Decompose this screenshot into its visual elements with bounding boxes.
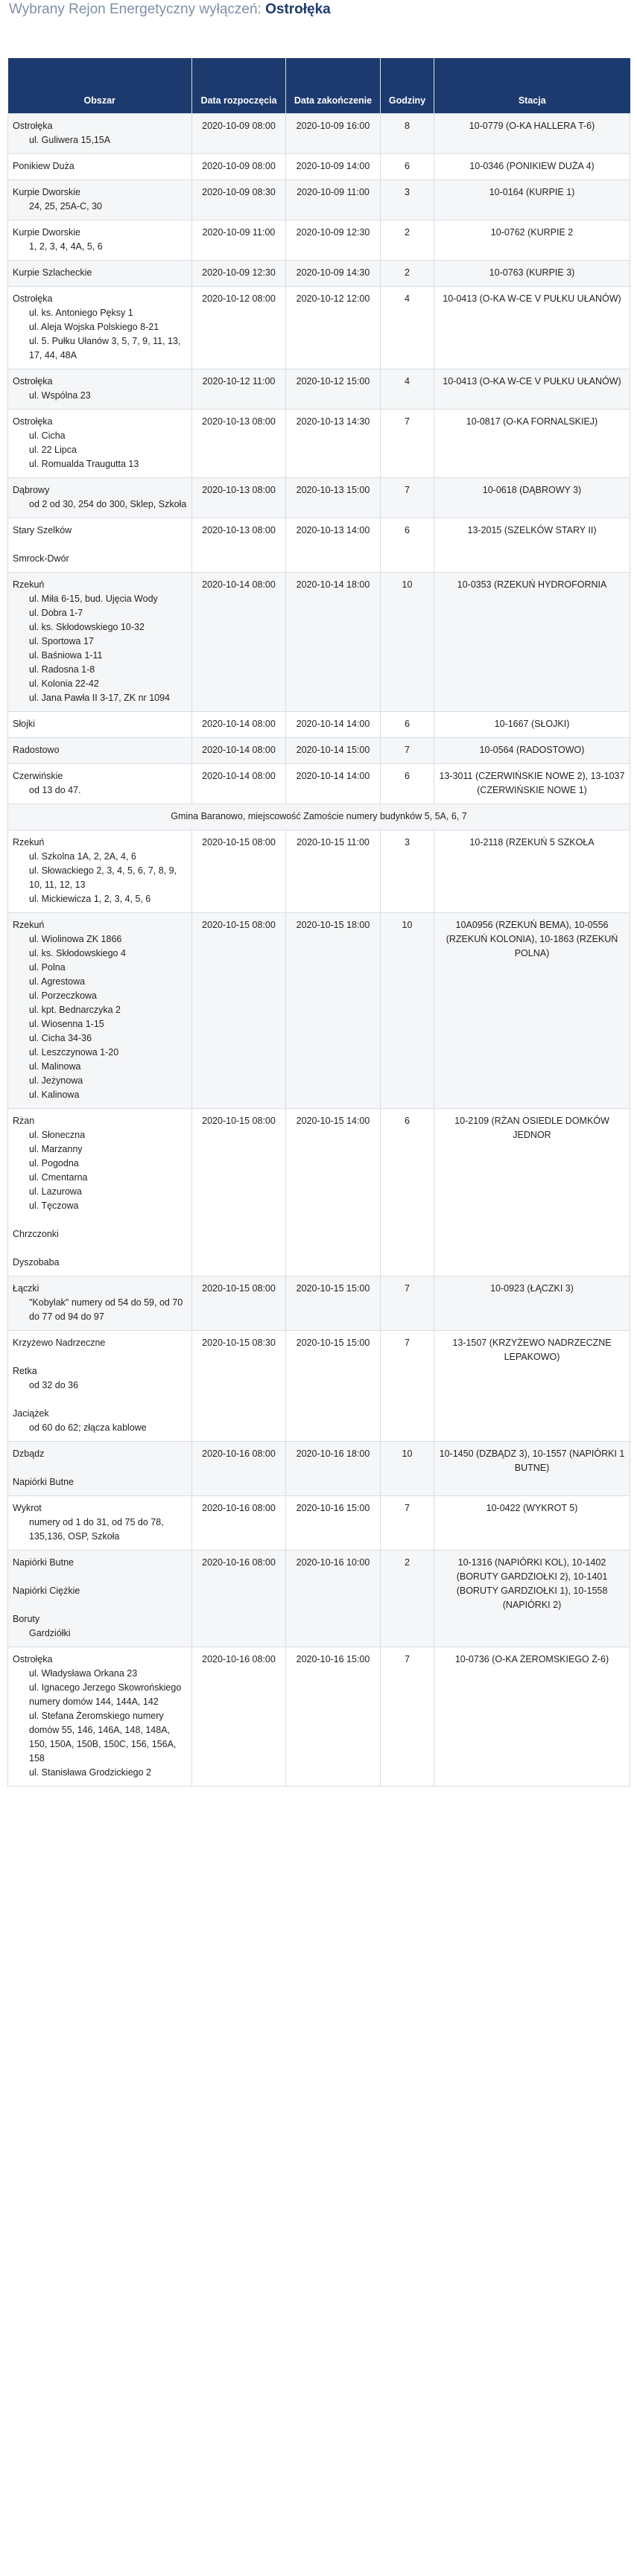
area-detail: ul. Cicha bbox=[29, 430, 66, 441]
end-date-cell: 2020-10-09 14:30 bbox=[286, 261, 381, 287]
area-place: Retka bbox=[13, 1366, 37, 1376]
start-date-cell: 2020-10-09 08:00 bbox=[192, 154, 286, 180]
start-date-cell: 2020-10-13 08:00 bbox=[192, 478, 286, 518]
table-note-row bbox=[8, 804, 630, 830]
area-detail: ul. Kalinowa bbox=[29, 1090, 80, 1100]
end-date-cell: 2020-10-15 14:00 bbox=[286, 1109, 381, 1276]
outages-table bbox=[7, 58, 630, 1787]
area-detail: ul. Wiolinowa ZK 1866 bbox=[29, 934, 122, 944]
table-row bbox=[8, 1496, 630, 1551]
station-cell: 10-1316 (NAPIÓRKI KOL), 10-1402 (BORUTY GARDZIOŁKI 2), 10-1401 (BORUTY GARDZIOŁKI 1), 10-1558 (NAPIÓRKI 2) bbox=[434, 1551, 630, 1647]
end-date-cell: 2020-10-12 15:00 bbox=[286, 369, 381, 410]
station-cell: 10-0422 (WYKROT 5) bbox=[434, 1496, 630, 1551]
area-detail: ul. Agrestowa bbox=[29, 976, 86, 987]
hours-cell: 2 bbox=[381, 220, 434, 261]
area-detail: ul. Miła 6-15, bud. Ujęcia Wody bbox=[29, 594, 158, 604]
end-date-cell: 2020-10-09 14:00 bbox=[286, 154, 381, 180]
area-cell bbox=[8, 154, 192, 180]
table-row bbox=[8, 369, 630, 410]
area-place: Słojki bbox=[13, 719, 35, 729]
end-date-cell: 2020-10-14 15:00 bbox=[286, 738, 381, 764]
area-place: Boruty bbox=[13, 1614, 40, 1624]
start-date-cell: 2020-10-15 08:30 bbox=[192, 1331, 286, 1442]
area-detail: ul. Cmentarna bbox=[29, 1172, 88, 1183]
area-place: Kurpie Szlacheckie bbox=[13, 267, 92, 278]
hours-cell: 7 bbox=[381, 478, 434, 518]
end-date-cell: 2020-10-16 15:00 bbox=[286, 1496, 381, 1551]
area-detail: ul. kpt. Bednarczyka 2 bbox=[29, 1005, 121, 1015]
area-detail: ul. Jeżynowa bbox=[29, 1075, 83, 1086]
area-detail: ul. Słowackiego 2, 3, 4, 5, 6, 7, 8, 9, 10, 11, 12, 13 bbox=[29, 865, 177, 890]
hours-cell: 6 bbox=[381, 764, 434, 804]
start-date-cell: 2020-10-15 08:00 bbox=[192, 1276, 286, 1331]
area-cell bbox=[8, 712, 192, 738]
table-row bbox=[8, 1276, 630, 1331]
area-detail: ul. Guliwera 15,15A bbox=[29, 135, 111, 145]
start-date-cell: 2020-10-14 08:00 bbox=[192, 764, 286, 804]
area-place: Kurpie Dworskie bbox=[13, 187, 81, 197]
area-cell bbox=[8, 410, 192, 478]
area-detail: ul. ks. Skłodowskiego 10-32 bbox=[29, 622, 145, 632]
start-date-cell: 2020-10-16 08:00 bbox=[192, 1442, 286, 1496]
area-cell bbox=[8, 830, 192, 913]
area-detail: ul. Kolonia 22-42 bbox=[29, 678, 99, 689]
area-cell bbox=[8, 287, 192, 369]
area-detail: ul. ks. Skłodowskiego 4 bbox=[29, 948, 126, 958]
end-date-cell: 2020-10-13 14:00 bbox=[286, 518, 381, 573]
hours-cell: 6 bbox=[381, 1109, 434, 1276]
area-detail: ul. Aleja Wojska Polskiego 8-21 bbox=[29, 322, 159, 332]
table-row bbox=[8, 478, 630, 518]
area-cell bbox=[8, 220, 192, 261]
end-date-cell: 2020-10-16 15:00 bbox=[286, 1647, 381, 1787]
station-cell: 13-1507 (KRZYŻEWO NADRZECZNE LEPAKOWO) bbox=[434, 1331, 630, 1442]
table-row bbox=[8, 287, 630, 369]
area-detail: od 13 do 47. bbox=[29, 785, 81, 795]
hours-cell: 7 bbox=[381, 1496, 434, 1551]
table-row bbox=[8, 1551, 630, 1647]
area-detail: ul. Władysława Orkana 23 bbox=[29, 1668, 138, 1679]
area-place: Krzyżewo Nadrzeczne bbox=[13, 1338, 106, 1348]
area-detail: ul. Sportowa 17 bbox=[29, 636, 94, 646]
area-place: Ostrołęka bbox=[13, 416, 53, 427]
start-date-cell: 2020-10-15 08:00 bbox=[192, 1109, 286, 1276]
start-date-cell: 2020-10-09 08:00 bbox=[192, 114, 286, 154]
area-place: Dyszobaba bbox=[13, 1257, 60, 1268]
area-place: Ponikiew Duża bbox=[13, 161, 75, 171]
area-place: Ostrołęka bbox=[13, 1654, 53, 1664]
station-cell: 10-0413 (O-KA W-CE V PUŁKU UŁANÓW) bbox=[434, 287, 630, 369]
area-place: Dąbrowy bbox=[13, 485, 50, 495]
hours-cell: 4 bbox=[381, 369, 434, 410]
station-cell: 10-0736 (O-KA ŻEROMSKIEGO Ż-6) bbox=[434, 1647, 630, 1787]
area-cell bbox=[8, 180, 192, 220]
station-cell: 10A0956 (RZEKUŃ BEMA), 10-0556 (RZEKUŃ KOLONIA), 10-1863 (RZEKUŃ POLNA) bbox=[434, 913, 630, 1109]
column-header-end: Data zakończenie bbox=[286, 58, 381, 114]
area-cell bbox=[8, 518, 192, 573]
area-place: Ostrołęka bbox=[13, 121, 53, 131]
end-date-cell: 2020-10-14 18:00 bbox=[286, 573, 381, 712]
area-detail: ul. ks. Antoniego Pęksy 1 bbox=[29, 308, 133, 318]
area-place: Czerwińskie bbox=[13, 771, 63, 781]
station-cell: 10-2118 (RZEKUŃ 5 SZKOŁA bbox=[434, 830, 630, 913]
area-place: Kurpie Dworskie bbox=[13, 227, 81, 238]
area-detail: Gardziółki bbox=[29, 1628, 71, 1638]
table-row bbox=[8, 1331, 630, 1442]
start-date-cell: 2020-10-09 08:30 bbox=[192, 180, 286, 220]
area-detail: ul. Tęczowa bbox=[29, 1200, 79, 1211]
station-cell: 10-0353 (RZEKUŃ HYDROFORNIA bbox=[434, 573, 630, 712]
area-detail: ul. Pogodna bbox=[29, 1158, 79, 1168]
end-date-cell: 2020-10-15 15:00 bbox=[286, 1331, 381, 1442]
table-body bbox=[8, 114, 630, 1787]
area-detail: ul. Baśniowa 1-11 bbox=[29, 650, 103, 661]
station-cell: 10-0413 (O-KA W-CE V PUŁKU UŁANÓW) bbox=[434, 369, 630, 410]
table-row bbox=[8, 114, 630, 154]
start-date-cell: 2020-10-12 11:00 bbox=[192, 369, 286, 410]
column-header-hours: Godziny bbox=[381, 58, 434, 114]
area-cell bbox=[8, 738, 192, 764]
area-detail: ul. Wspólna 23 bbox=[29, 390, 91, 401]
table-row bbox=[8, 154, 630, 180]
area-place: Rzekuń bbox=[13, 920, 45, 930]
area-detail: od 32 do 36 bbox=[29, 1380, 79, 1390]
end-date-cell: 2020-10-16 10:00 bbox=[286, 1551, 381, 1647]
table-wrapper bbox=[0, 21, 637, 1794]
area-cell bbox=[8, 573, 192, 712]
hours-cell: 4 bbox=[381, 287, 434, 369]
page-title bbox=[0, 0, 637, 21]
area-place: Łączki bbox=[13, 1283, 39, 1294]
table-row bbox=[8, 913, 630, 1109]
station-cell: 10-0164 (KURPIE 1) bbox=[434, 180, 630, 220]
start-date-cell: 2020-10-14 08:00 bbox=[192, 738, 286, 764]
area-detail: ul. Szkolna 1A, 2, 2A, 4, 6 bbox=[29, 851, 136, 862]
end-date-cell: 2020-10-13 15:00 bbox=[286, 478, 381, 518]
end-date-cell: 2020-10-09 16:00 bbox=[286, 114, 381, 154]
table-header-row bbox=[8, 58, 630, 114]
station-cell: 10-0346 (PONIKIEW DUŻA 4) bbox=[434, 154, 630, 180]
area-detail: ul. Stefana Żeromskiego numery domów 55, 146, 146A, 148, 148A, 150, 150A, 150B, 150C, 156, 156A, 158 bbox=[29, 1711, 177, 1764]
end-date-cell: 2020-10-14 14:00 bbox=[286, 712, 381, 738]
start-date-cell: 2020-10-16 08:00 bbox=[192, 1496, 286, 1551]
area-cell bbox=[8, 369, 192, 410]
area-detail: ul. Cicha 34-36 bbox=[29, 1033, 92, 1043]
area-detail: ul. Stanisława Grodzickiego 2 bbox=[29, 1767, 151, 1778]
area-place: Dzbądz bbox=[13, 1448, 45, 1459]
area-place: Napiórki Ciężkie bbox=[13, 1586, 80, 1596]
area-cell bbox=[8, 478, 192, 518]
table-row bbox=[8, 573, 630, 712]
station-cell: 10-0817 (O-KA FORNALSKIEJ) bbox=[434, 410, 630, 478]
area-detail: ul. Mickiewicza 1, 2, 3, 4, 5, 6 bbox=[29, 894, 151, 904]
area-detail: ul. Wiosenna 1-15 bbox=[29, 1019, 104, 1029]
station-cell: 10-0762 (KURPIE 2 bbox=[434, 220, 630, 261]
station-cell: 10-0779 (O-KA HALLERA T-6) bbox=[434, 114, 630, 154]
table-row bbox=[8, 764, 630, 804]
area-detail: ul. Jana Pawła II 3-17, ZK nr 1094 bbox=[29, 693, 170, 703]
column-header-area: Obszar bbox=[8, 58, 192, 114]
area-cell bbox=[8, 1647, 192, 1787]
station-cell: 10-0923 (ŁĄCZKI 3) bbox=[434, 1276, 630, 1331]
table-row bbox=[8, 1109, 630, 1276]
table-row bbox=[8, 1442, 630, 1496]
start-date-cell: 2020-10-16 08:00 bbox=[192, 1551, 286, 1647]
area-place: Chrzczonki bbox=[13, 1229, 59, 1239]
area-detail: ul. 22 Lipca bbox=[29, 445, 77, 455]
end-date-cell: 2020-10-12 12:00 bbox=[286, 287, 381, 369]
start-date-cell: 2020-10-13 08:00 bbox=[192, 518, 286, 573]
hours-cell: 6 bbox=[381, 712, 434, 738]
end-date-cell: 2020-10-15 15:00 bbox=[286, 1276, 381, 1331]
hours-cell: 7 bbox=[381, 1647, 434, 1787]
area-detail: ul. Ignacego Jerzego Skowrońskiego numery domów 144, 144A, 142 bbox=[29, 1682, 182, 1707]
hours-cell: 7 bbox=[381, 738, 434, 764]
area-detail: ul. Leszczynowa 1-20 bbox=[29, 1047, 119, 1058]
area-place: Jaciążek bbox=[13, 1408, 49, 1419]
page-title-prefix: Wybrany Rejon Energetyczny wyłączeń: bbox=[9, 1, 266, 17]
start-date-cell: 2020-10-13 08:00 bbox=[192, 410, 286, 478]
hours-cell: 3 bbox=[381, 180, 434, 220]
hours-cell: 7 bbox=[381, 1331, 434, 1442]
area-place: Wykrot bbox=[13, 1503, 42, 1513]
area-place: Napiórki Butne bbox=[13, 1477, 74, 1487]
area-place: Radostowo bbox=[13, 745, 60, 755]
start-date-cell: 2020-10-15 08:00 bbox=[192, 830, 286, 913]
start-date-cell: 2020-10-09 11:00 bbox=[192, 220, 286, 261]
hours-cell: 10 bbox=[381, 1442, 434, 1496]
area-detail: ul. Dobra 1-7 bbox=[29, 608, 83, 618]
station-cell: 13-3011 (CZERWIŃSKIE NOWE 2), 13-1037 (CZERWIŃSKIE NOWE 1) bbox=[434, 764, 630, 804]
table-row bbox=[8, 518, 630, 573]
area-detail: od 60 do 62; złącza kablowe bbox=[29, 1422, 147, 1433]
area-cell bbox=[8, 1496, 192, 1551]
area-cell bbox=[8, 1442, 192, 1496]
station-cell: 10-1667 (SŁOJKI) bbox=[434, 712, 630, 738]
area-detail: ul. 5. Pułku Ułanów 3, 5, 7, 9, 11, 13, 17, 44, 48A bbox=[29, 336, 181, 360]
area-detail: od 2 od 30, 254 do 300, Sklep, Szkoła bbox=[29, 499, 187, 509]
area-place: Napiórki Butne bbox=[13, 1557, 74, 1568]
station-cell: 10-0564 (RADOSTOWO) bbox=[434, 738, 630, 764]
table-row bbox=[8, 261, 630, 287]
area-cell bbox=[8, 1276, 192, 1331]
end-date-cell: 2020-10-15 11:00 bbox=[286, 830, 381, 913]
area-place: Rżan bbox=[13, 1116, 35, 1126]
table-row bbox=[8, 830, 630, 913]
area-place: Rzekuń bbox=[13, 579, 45, 590]
table-note: Gmina Baranowo, miejscowość Zamoście numery budynków 5, 5A, 6, 7 bbox=[8, 804, 630, 830]
area-detail: ul. Słoneczna bbox=[29, 1130, 86, 1140]
end-date-cell: 2020-10-13 14:30 bbox=[286, 410, 381, 478]
hours-cell: 6 bbox=[381, 154, 434, 180]
area-cell bbox=[8, 913, 192, 1109]
area-place: Ostrołęka bbox=[13, 376, 53, 387]
hours-cell: 3 bbox=[381, 830, 434, 913]
start-date-cell: 2020-10-12 08:00 bbox=[192, 287, 286, 369]
station-cell: 10-0763 (KURPIE 3) bbox=[434, 261, 630, 287]
column-header-station: Stacja bbox=[434, 58, 630, 114]
end-date-cell: 2020-10-14 14:00 bbox=[286, 764, 381, 804]
area-place: Stary Szelków bbox=[13, 525, 72, 535]
start-date-cell: 2020-10-14 08:00 bbox=[192, 573, 286, 712]
area-detail: 1, 2, 3, 4, 4A, 5, 6 bbox=[29, 241, 103, 252]
station-cell: 10-1450 (DZBĄDZ 3), 10-1557 (NAPIÓRKI 1 BUTNE) bbox=[434, 1442, 630, 1496]
start-date-cell: 2020-10-09 12:30 bbox=[192, 261, 286, 287]
table-row bbox=[8, 1647, 630, 1787]
area-detail: ul. Malinowa bbox=[29, 1061, 81, 1072]
hours-cell: 2 bbox=[381, 1551, 434, 1647]
hours-cell: 8 bbox=[381, 114, 434, 154]
area-cell bbox=[8, 261, 192, 287]
table-row bbox=[8, 180, 630, 220]
area-detail: ul. Polna bbox=[29, 962, 66, 973]
hours-cell: 7 bbox=[381, 1276, 434, 1331]
station-cell: 10-0618 (DĄBROWY 3) bbox=[434, 478, 630, 518]
area-place: Rzekuń bbox=[13, 837, 45, 847]
area-detail: numery od 1 do 31, od 75 do 78, 135,136, OSP, Szkoła bbox=[29, 1517, 164, 1542]
area-detail: 24, 25, 25A-C, 30 bbox=[29, 201, 102, 212]
table-row bbox=[8, 410, 630, 478]
area-cell bbox=[8, 1331, 192, 1442]
area-place: Smrock-Dwór bbox=[13, 553, 69, 564]
hours-cell: 10 bbox=[381, 913, 434, 1109]
area-cell bbox=[8, 114, 192, 154]
start-date-cell: 2020-10-16 08:00 bbox=[192, 1647, 286, 1787]
column-header-start: Data rozpoczęcia bbox=[192, 58, 286, 114]
area-detail: ul. Marzanny bbox=[29, 1144, 83, 1154]
station-cell: 10-2109 (RŻAN OSIEDLE DOMKÓW JEDNOR bbox=[434, 1109, 630, 1276]
station-cell: 13-2015 (SZELKÓW STARY II) bbox=[434, 518, 630, 573]
hours-cell: 7 bbox=[381, 410, 434, 478]
area-cell bbox=[8, 1551, 192, 1647]
end-date-cell: 2020-10-16 18:00 bbox=[286, 1442, 381, 1496]
area-place: Ostrołęka bbox=[13, 293, 53, 304]
area-cell bbox=[8, 1109, 192, 1276]
hours-cell: 2 bbox=[381, 261, 434, 287]
table-row bbox=[8, 738, 630, 764]
start-date-cell: 2020-10-15 08:00 bbox=[192, 913, 286, 1109]
page-title-region: Ostrołęka bbox=[265, 1, 331, 17]
area-detail: ul. Porzeczkowa bbox=[29, 990, 98, 1001]
hours-cell: 6 bbox=[381, 518, 434, 573]
table-row bbox=[8, 712, 630, 738]
hours-cell: 10 bbox=[381, 573, 434, 712]
area-detail: "Kobylak" numery od 54 do 59, od 70 do 77 od 94 do 97 bbox=[29, 1297, 183, 1322]
area-cell bbox=[8, 764, 192, 804]
end-date-cell: 2020-10-15 18:00 bbox=[286, 913, 381, 1109]
area-detail: ul. Radosna 1-8 bbox=[29, 664, 95, 675]
end-date-cell: 2020-10-09 11:00 bbox=[286, 180, 381, 220]
area-detail: ul. Lazurowa bbox=[29, 1186, 82, 1197]
end-date-cell: 2020-10-09 12:30 bbox=[286, 220, 381, 261]
table-row bbox=[8, 220, 630, 261]
start-date-cell: 2020-10-14 08:00 bbox=[192, 712, 286, 738]
area-detail: ul. Romualda Traugutta 13 bbox=[29, 459, 139, 469]
